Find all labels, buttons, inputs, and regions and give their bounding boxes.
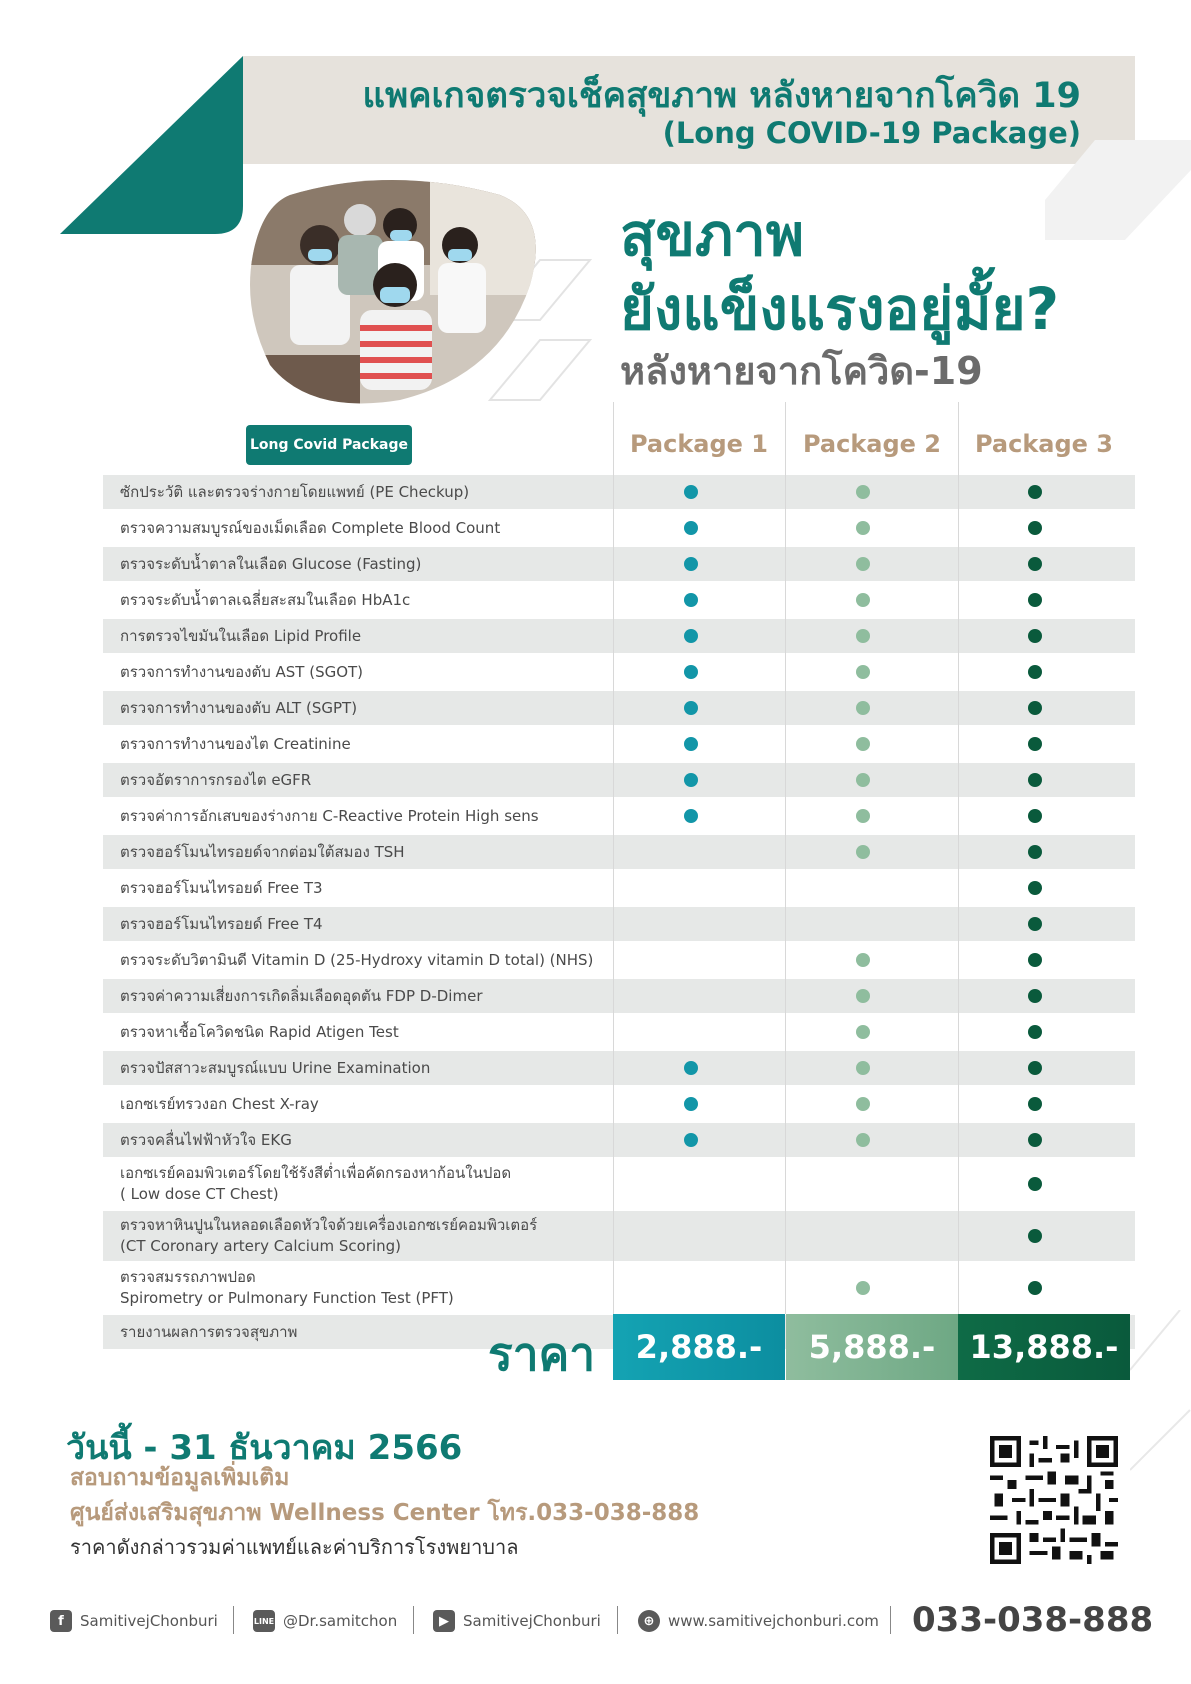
included-dot-icon: [856, 845, 870, 859]
website-url: www.samitivejchonburi.com: [668, 1612, 879, 1630]
divider: [890, 1606, 891, 1634]
column-divider: [613, 402, 614, 1314]
package-2-cell: [777, 1263, 949, 1313]
package-2-cell: [777, 1087, 949, 1121]
included-dot-icon: [856, 665, 870, 679]
package-3-cell: [949, 799, 1121, 833]
table-row: [103, 583, 1135, 617]
included-dot-icon: [684, 737, 698, 751]
package-1-cell: [605, 727, 777, 761]
table-row: [103, 1051, 1135, 1085]
table-row: [103, 547, 1135, 581]
included-dot-icon: [856, 773, 870, 787]
package-3-cell: [949, 1159, 1121, 1209]
package-3-cell: [949, 1123, 1121, 1157]
package-3-cell: [949, 691, 1121, 725]
divider: [617, 1606, 618, 1634]
package-1-cell: [605, 1051, 777, 1085]
package-3-price: 13,888.-: [958, 1314, 1130, 1380]
row-label: ตรวจความสมบูรณ์ของเม็ดเลือด Complete Blood Count: [120, 518, 501, 537]
package-2-price: 5,888.-: [786, 1314, 958, 1380]
included-dot-icon: [1028, 485, 1042, 499]
divider: [233, 1606, 234, 1634]
package-1-cell: [605, 1159, 777, 1209]
package-3-cell: [949, 727, 1121, 761]
included-dot-icon: [1028, 1177, 1042, 1191]
youtube-icon: ▶: [433, 1610, 455, 1632]
table-row: [103, 691, 1135, 725]
package-1-cell: [605, 547, 777, 581]
included-dot-icon: [684, 629, 698, 643]
row-label: ตรวจสมรรถภาพปอด Spirometry or Pulmonary Function Test (PFT): [120, 1268, 454, 1307]
included-dot-icon: [1028, 1133, 1042, 1147]
row-label: ตรวจหาหินปูนในหลอดเลือดหัวใจด้วยเครื่องเอกซเรย์คอมพิวเตอร์ (CT Coronary artery Calcium Scoring): [120, 1216, 538, 1255]
table-row: [103, 871, 1135, 905]
qr-code[interactable]: [990, 1436, 1118, 1564]
website-link[interactable]: [638, 1604, 879, 1638]
table-row: [103, 835, 1135, 869]
package-3-cell: [949, 655, 1121, 689]
line-icon: LINE: [253, 1610, 275, 1632]
headline-line-2: ยังแข็งแรงอยู่มั้ย?: [620, 275, 1060, 343]
table-row: [103, 619, 1135, 653]
package-2-cell: [777, 907, 949, 941]
package-1-cell: [605, 1263, 777, 1313]
column-divider: [958, 402, 959, 1314]
package-2-header: Package 2: [802, 430, 942, 458]
outline-decoration: [1045, 140, 1191, 270]
package-1-cell: [605, 871, 777, 905]
package-1-cell: [605, 1087, 777, 1121]
included-dot-icon: [684, 1133, 698, 1147]
long-covid-package-badge: Long Covid Package: [246, 425, 412, 465]
package-2-cell: [777, 1123, 949, 1157]
row-label: ตรวจระดับน้ำตาลในเลือด Glucose (Fasting): [120, 554, 422, 573]
divider: [413, 1606, 414, 1634]
page-title: แพคเกจตรวจเช็คสุขภาพ หลังหายจากโควิด 19: [362, 76, 1081, 116]
facebook-link[interactable]: [50, 1604, 218, 1638]
table-row: [103, 1087, 1135, 1121]
package-3-cell: [949, 943, 1121, 977]
row-label: ตรวจหาเชื้อโควิดชนิด Rapid Atigen Test: [120, 1022, 399, 1041]
included-dot-icon: [1028, 809, 1042, 823]
package-2-cell: [777, 511, 949, 545]
included-dot-icon: [1028, 1025, 1042, 1039]
included-dot-icon: [856, 593, 870, 607]
package-2-cell: [777, 979, 949, 1013]
package-1-header: Package 1: [629, 430, 769, 458]
price-note: ราคาดังกล่าวรวมค่าแพทย์และค่าบริการโรงพยาบาล: [70, 1535, 519, 1559]
included-dot-icon: [856, 1281, 870, 1295]
row-label: ตรวจระดับวิตามินดี Vitamin D (25-Hydroxy vitamin D total) (NHS): [120, 950, 594, 969]
package-3-cell: [949, 1087, 1121, 1121]
wellness-center-contact: ศูนย์ส่งเสริมสุขภาพ Wellness Center โทร.033-038-888: [70, 1500, 700, 1526]
package-2-cell: [777, 799, 949, 833]
globe-icon: ⊕: [638, 1610, 660, 1632]
included-dot-icon: [684, 1097, 698, 1111]
included-dot-icon: [1028, 917, 1042, 931]
package-3-cell: [949, 907, 1121, 941]
included-dot-icon: [684, 557, 698, 571]
package-3-cell: [949, 835, 1121, 869]
included-dot-icon: [856, 953, 870, 967]
line-link[interactable]: [253, 1604, 397, 1638]
row-label: เอกซเรย์ทรวงอก Chest X-ray: [120, 1094, 319, 1113]
included-dot-icon: [1028, 1061, 1042, 1075]
row-label: ซักประวัติ และตรวจร่างกายโดยแพทย์ (PE Checkup): [120, 482, 470, 501]
row-label: ตรวจคลื่นไฟฟ้าหัวใจ EKG: [120, 1130, 292, 1149]
included-dot-icon: [856, 557, 870, 571]
row-label: การตรวจไขมันในเลือด Lipid Profile: [120, 626, 362, 645]
included-dot-icon: [684, 485, 698, 499]
row-label: ตรวจฮอร์โมนไทรอยด์จากต่อมใต้สมอง TSH: [120, 842, 405, 861]
outline-decoration: [1130, 1310, 1191, 1480]
included-dot-icon: [1028, 773, 1042, 787]
included-dot-icon: [856, 737, 870, 751]
package-1-price: 2,888.-: [613, 1314, 785, 1380]
package-2-cell: [777, 1015, 949, 1049]
package-1-cell: [605, 943, 777, 977]
facebook-handle: SamitivejChonburi: [80, 1612, 218, 1630]
table-row: [103, 1015, 1135, 1049]
package-2-cell: [777, 835, 949, 869]
package-1-cell: [605, 1015, 777, 1049]
package-3-cell: [949, 1051, 1121, 1085]
package-3-header: Package 3: [974, 430, 1114, 458]
package-1-cell: [605, 979, 777, 1013]
package-1-cell: [605, 799, 777, 833]
package-3-cell: [949, 475, 1121, 509]
package-3-cell: [949, 1015, 1121, 1049]
table-row: [103, 1159, 1135, 1209]
package-2-cell: [777, 763, 949, 797]
price-label: ราคา: [488, 1327, 596, 1381]
package-3-cell: [949, 547, 1121, 581]
package-3-cell: [949, 1263, 1121, 1313]
package-1-cell: [605, 835, 777, 869]
table-row: [103, 475, 1135, 509]
package-1-cell: [605, 511, 777, 545]
included-dot-icon: [684, 593, 698, 607]
included-dot-icon: [1028, 593, 1042, 607]
row-label: ตรวจปัสสาวะสมบูรณ์แบบ Urine Examination: [120, 1058, 431, 1077]
included-dot-icon: [856, 809, 870, 823]
included-dot-icon: [1028, 1097, 1042, 1111]
included-dot-icon: [684, 1061, 698, 1075]
included-dot-icon: [856, 701, 870, 715]
package-3-cell: [949, 619, 1121, 653]
included-dot-icon: [1028, 665, 1042, 679]
youtube-handle: SamitivejChonburi: [463, 1612, 601, 1630]
package-1-cell: [605, 619, 777, 653]
table-row: [103, 1123, 1135, 1157]
family-photo: [250, 175, 540, 407]
table-row: [103, 1263, 1135, 1313]
package-3-cell: [949, 511, 1121, 545]
included-dot-icon: [1028, 557, 1042, 571]
row-label: ตรวจระดับน้ำตาลเฉลี่ยสะสมในเลือด HbA1c: [120, 590, 411, 609]
included-dot-icon: [856, 521, 870, 535]
package-1-cell: [605, 1123, 777, 1157]
included-dot-icon: [856, 1061, 870, 1075]
table-row: [103, 907, 1135, 941]
headline-line-3: หลังหายจากโควิด-19: [620, 349, 983, 393]
package-2-cell: [777, 655, 949, 689]
row-label: ตรวจค่าความเสี่ยงการเกิดลิ่มเลือดอุดตัน FDP D-Dimer: [120, 986, 483, 1005]
included-dot-icon: [684, 701, 698, 715]
included-dot-icon: [684, 665, 698, 679]
table-row: [103, 763, 1135, 797]
included-dot-icon: [856, 1025, 870, 1039]
row-label: ตรวจค่าการอักเสบของร่างกาย C-Reactive Protein High sens: [120, 806, 539, 825]
package-1-cell: [605, 475, 777, 509]
inquiry-text: สอบถามข้อมูลเพิ่มเติม: [70, 1465, 290, 1491]
package-3-cell: [949, 583, 1121, 617]
headline-line-1: สุขภาพ: [620, 201, 805, 269]
line-handle: @Dr.samitchon: [283, 1612, 398, 1630]
table-row: [103, 1211, 1135, 1261]
included-dot-icon: [856, 989, 870, 1003]
included-dot-icon: [1028, 521, 1042, 535]
package-2-cell: [777, 1159, 949, 1209]
package-1-cell: [605, 583, 777, 617]
package-1-cell: [605, 763, 777, 797]
package-2-cell: [777, 1211, 949, 1261]
included-dot-icon: [856, 1133, 870, 1147]
package-2-cell: [777, 475, 949, 509]
package-3-cell: [949, 763, 1121, 797]
included-dot-icon: [1028, 881, 1042, 895]
included-dot-icon: [1028, 953, 1042, 967]
package-2-cell: [777, 547, 949, 581]
facebook-icon: f: [50, 1610, 72, 1632]
package-1-cell: [605, 1211, 777, 1261]
row-label: ตรวจการทำงานของตับ AST (SGOT): [120, 662, 364, 681]
table-row: [103, 943, 1135, 977]
row-label: ตรวจฮอร์โมนไทรอยด์ Free T4: [120, 914, 323, 933]
package-2-cell: [777, 691, 949, 725]
included-dot-icon: [1028, 845, 1042, 859]
package-2-cell: [777, 583, 949, 617]
table-row: [103, 979, 1135, 1013]
included-dot-icon: [684, 809, 698, 823]
package-1-cell: [605, 691, 777, 725]
package-3-cell: [949, 1211, 1121, 1261]
included-dot-icon: [684, 521, 698, 535]
phone-number[interactable]: 033-038-888: [912, 1600, 1154, 1640]
row-label: ตรวจการทำงานของไต Creatinine: [120, 734, 351, 753]
row-label: ตรวจการทำงานของตับ ALT (SGPT): [120, 698, 358, 717]
included-dot-icon: [684, 773, 698, 787]
package-3-cell: [949, 979, 1121, 1013]
row-label: ตรวจอัตราการกรองไต eGFR: [120, 770, 312, 789]
included-dot-icon: [1028, 1229, 1042, 1243]
package-2-cell: [777, 943, 949, 977]
included-dot-icon: [1028, 629, 1042, 643]
table-row: [103, 655, 1135, 689]
table-row: [103, 727, 1135, 761]
package-1-cell: [605, 907, 777, 941]
table-row: [103, 511, 1135, 545]
column-divider: [785, 402, 786, 1314]
page-subtitle: (Long COVID-19 Package): [662, 116, 1081, 150]
package-2-cell: [777, 871, 949, 905]
included-dot-icon: [1028, 701, 1042, 715]
package-2-cell: [777, 619, 949, 653]
package-2-cell: [777, 727, 949, 761]
package-3-cell: [949, 871, 1121, 905]
package-2-cell: [777, 1051, 949, 1085]
included-dot-icon: [856, 629, 870, 643]
promotion-date: วันนี้ - 31 ธันวาคม 2566: [66, 1428, 463, 1468]
row-label: รายงานผลการตรวจสุขภาพ: [120, 1322, 298, 1341]
included-dot-icon: [856, 1097, 870, 1111]
included-dot-icon: [856, 485, 870, 499]
row-label: ตรวจฮอร์โมนไทรอยด์ Free T3: [120, 878, 323, 897]
corner-triangle-decoration: [60, 56, 243, 234]
row-label: เอกซเรย์คอมพิวเตอร์โดยใช้รังสีต่ำเพื่อคัดกรองหาก้อนในปอด ( Low dose CT Chest): [120, 1164, 512, 1203]
included-dot-icon: [1028, 737, 1042, 751]
table-row: [103, 799, 1135, 833]
included-dot-icon: [1028, 1281, 1042, 1295]
included-dot-icon: [1028, 989, 1042, 1003]
package-1-cell: [605, 655, 777, 689]
youtube-link[interactable]: [433, 1604, 601, 1638]
